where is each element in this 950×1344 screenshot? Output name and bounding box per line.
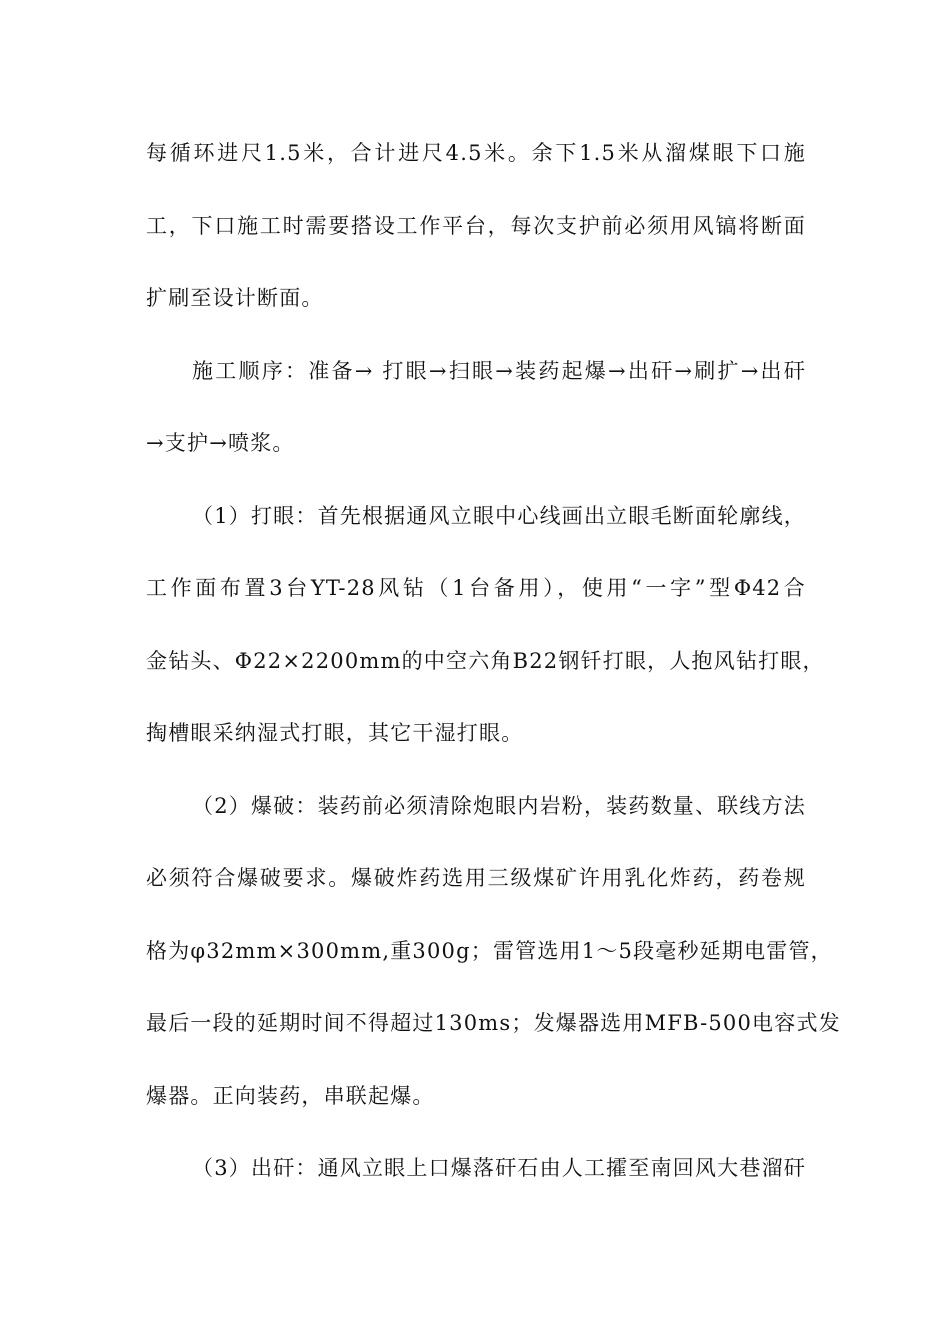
text-line-2: 工，下口施工时需要搭设工作平台，每次支护前必须用风镐将断面 <box>146 213 806 238</box>
text-line-12: 格为φ32mm×300mm,重300g；雷管选用1～5段毫秒延期电雷管， <box>146 938 833 963</box>
text-line-6: （1）打眼：首先根据通风立眼中心线画出立眼毛断面轮廓线， <box>192 503 806 528</box>
text-line-9: 掏槽眼采纳湿式打眼，其它干湿打眼。 <box>146 721 524 745</box>
text-line-3: 扩刷至设计断面。 <box>146 286 324 310</box>
text-line-7: 工作面布置3台YT-28风钻（1台备用），使用“一字”型Φ42合 <box>146 576 806 600</box>
text-line-4: 施工顺序：准备→ 打眼→扫眼→装药起爆→出矸→刷扩→出矸 <box>192 358 806 383</box>
text-line-10: （2）爆破：装药前必须清除炮眼内岩粉，装药数量、联线方法 <box>192 793 806 818</box>
text-line-15: （3）出矸：通风立眼上口爆落矸石由人工攉至南回风大巷溜矸 <box>192 1156 806 1180</box>
text-line-11: 必须符合爆破要求。爆破炸药选用三级煤矿许用乳化炸药，药卷规 <box>146 866 806 890</box>
text-line-1: 每循环进尺1.5米，合计进尺4.5米。余下1.5米从溜煤眼下口施 <box>146 141 806 165</box>
text-line-13: 最后一段的延期时间不得超过130ms；发爆器选用MFB-500电容式发 <box>146 1011 841 1035</box>
body-text <box>146 130 841 1218</box>
text-line-8: 金钻头、Φ22×2200mm的中空六角B22钢钎打眼，人抱风钻打眼， <box>146 648 825 673</box>
text-line-14: 爆器。正向装药，串联起爆。 <box>146 1083 435 1108</box>
text-line-5: →支护→喷浆。 <box>146 431 295 455</box>
